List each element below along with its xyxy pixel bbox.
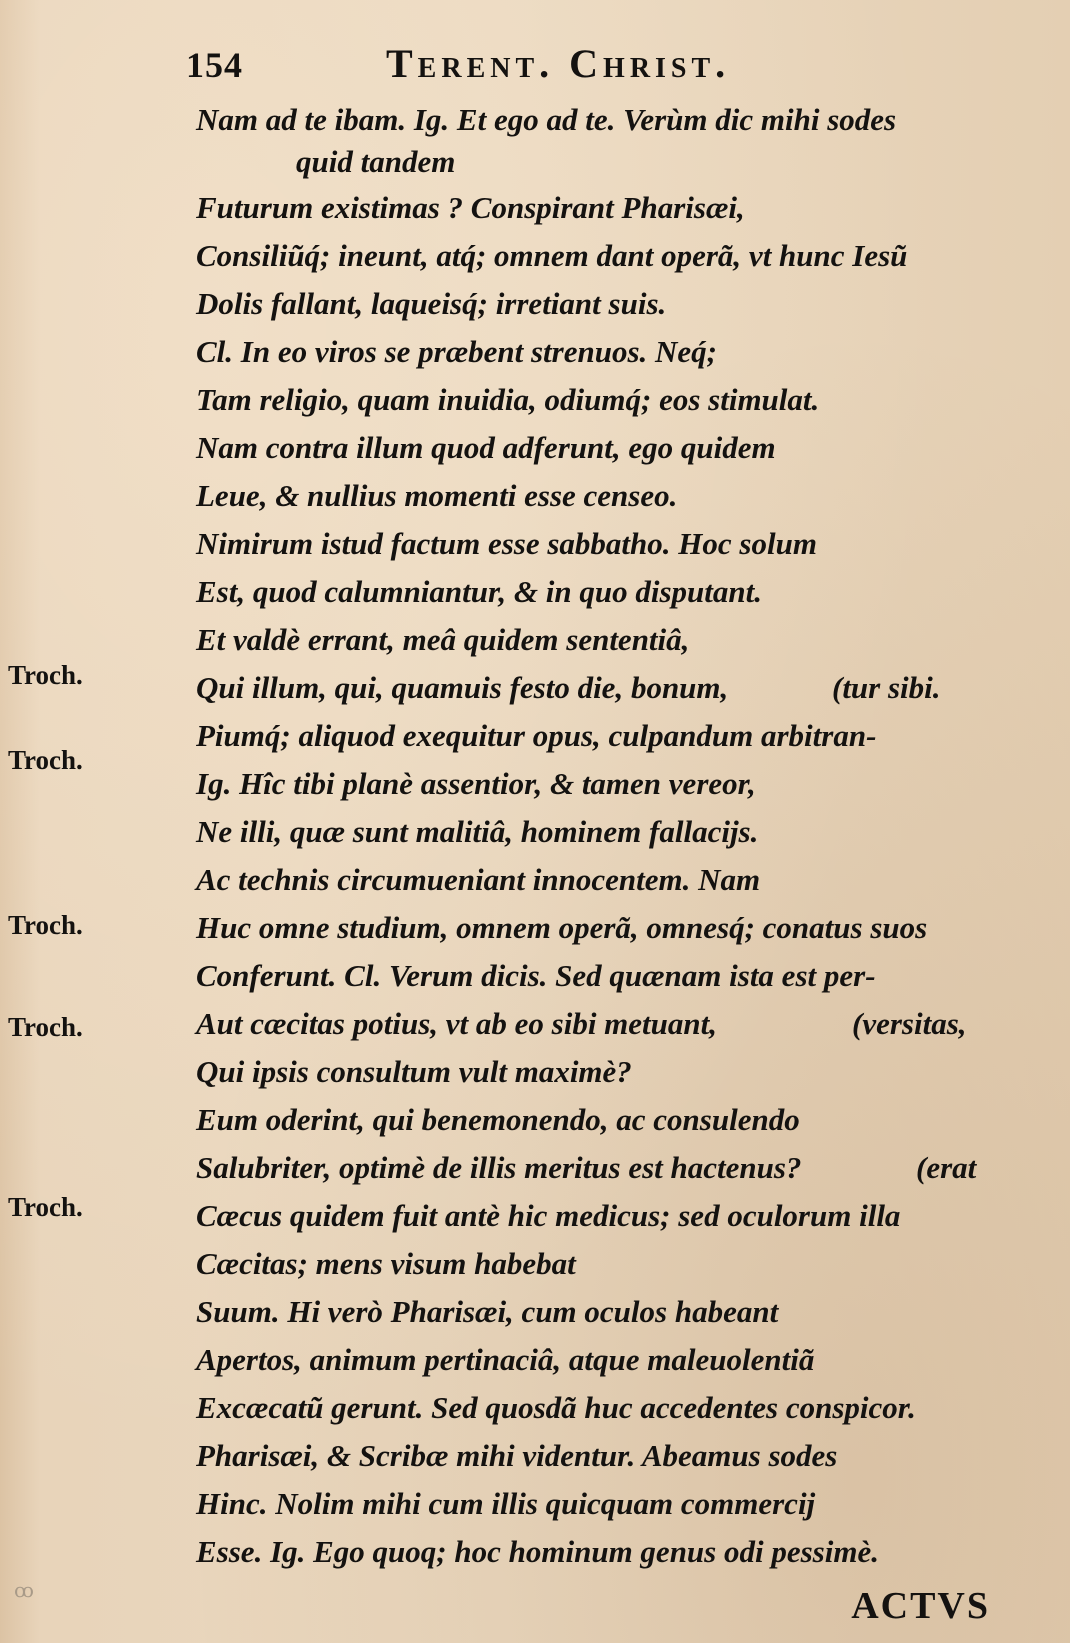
verse-line: Dolis fallant, laqueisq́; irretiant suis. [196, 286, 667, 321]
verse-line: Hinc. Nolim mihi cum illis quicquam commercij [196, 1486, 816, 1521]
verse-line: Consiliũq́; ineunt, atq́; omnem dant operã, vt hunc Iesũ [196, 238, 908, 273]
verse-line: Apertos, animum pertinaciâ, atque maleuolentiã [196, 1342, 815, 1377]
catchword: ACTVS [851, 1585, 990, 1627]
verse-line: Huc omne studium, omnem operã, omnesq́; conatus suos [196, 910, 928, 945]
running-head: Terent. Christ. [386, 41, 731, 86]
verse-line: Piumq́; aliquod exequitur opus, culpandum arbitran- [196, 718, 877, 753]
verse-line: Ig. Hîc tibi planè assentior, & tamen vereor, [196, 766, 756, 801]
ink-smudge: ꝏ [14, 1580, 34, 1602]
margin-note-troch: Troch. [8, 1012, 83, 1042]
verse-line: Salubriter, optimè de illis meritus est hactenus? [196, 1150, 802, 1185]
verse-line: Nam contra illum quod adferunt, ego quidem [196, 430, 776, 465]
margin-note-troch: Troch. [8, 745, 83, 775]
verse-line: Eum oderint, qui benemonendo, ac consulendo [196, 1102, 800, 1137]
verse-line: Tam religio, quam inuidia, odiumq́; eos stimulat. [196, 382, 820, 417]
verse-line: Conferunt. Cl. Verum dicis. Sed quænam ista est per- [196, 958, 876, 993]
verse-line: quid tandem [296, 144, 456, 179]
turnover-text: (tur sibi. [832, 670, 941, 705]
verse-line: Est, quod calumniantur, & in quo disputant. [196, 574, 762, 609]
verse-line: Nam ad te ibam. Ig. Et ego ad te. Verùm dic mihi sodes [196, 102, 897, 137]
page-number: 154 [186, 45, 243, 85]
verse-line: Nimirum istud factum esse sabbatho. Hoc solum [196, 526, 817, 561]
turnover-text: (versitas, [852, 1006, 967, 1041]
page-header [186, 40, 950, 86]
verse-line: Qui illum, qui, quamuis festo die, bonum, [196, 670, 729, 705]
verse-line: Cl. In eo viros se præbent strenuos. Neq́; [196, 334, 718, 369]
verse-line: Leue, & nullius momenti esse censeo. [196, 478, 678, 513]
verse-line: Pharisæi, & Scribæ mihi videntur. Abeamus sodes [196, 1438, 838, 1473]
turnover-text: (erat [916, 1150, 977, 1185]
margin-note-troch: Troch. [8, 660, 83, 690]
verse-line: Qui ipsis consultum vult maximè? [196, 1054, 632, 1089]
verse-line: Et valdè errant, meâ quidem sententiâ, [196, 622, 690, 657]
verse-line: Ne illi, quæ sunt malitiâ, hominem fallacijs. [196, 814, 759, 849]
verse-line: Suum. Hi verò Pharisæi, cum oculos habeant [196, 1294, 779, 1329]
verse-line: Futurum existimas ? Conspirant Pharisæi, [196, 190, 745, 225]
margin-note-troch: Troch. [8, 1192, 83, 1222]
verse-line: Cæcus quidem fuit antè hic medicus; sed oculorum illa [196, 1198, 901, 1233]
verse-line: Esse. Ig. Ego quoq; hoc hominum genus odi pessimè. [196, 1534, 879, 1569]
verse-line: Excæcatũ gerunt. Sed quosdã huc accedentes conspicor. [196, 1390, 916, 1425]
margin-note-troch: Troch. [8, 910, 83, 940]
verse-line: Ac technis circumueniant innocentem. Nam [196, 862, 761, 897]
verse-line: Cæcitas; mens visum habebat [196, 1246, 576, 1281]
verse-line: Aut cæcitas potius, vt ab eo sibi metuant, [196, 1006, 718, 1041]
